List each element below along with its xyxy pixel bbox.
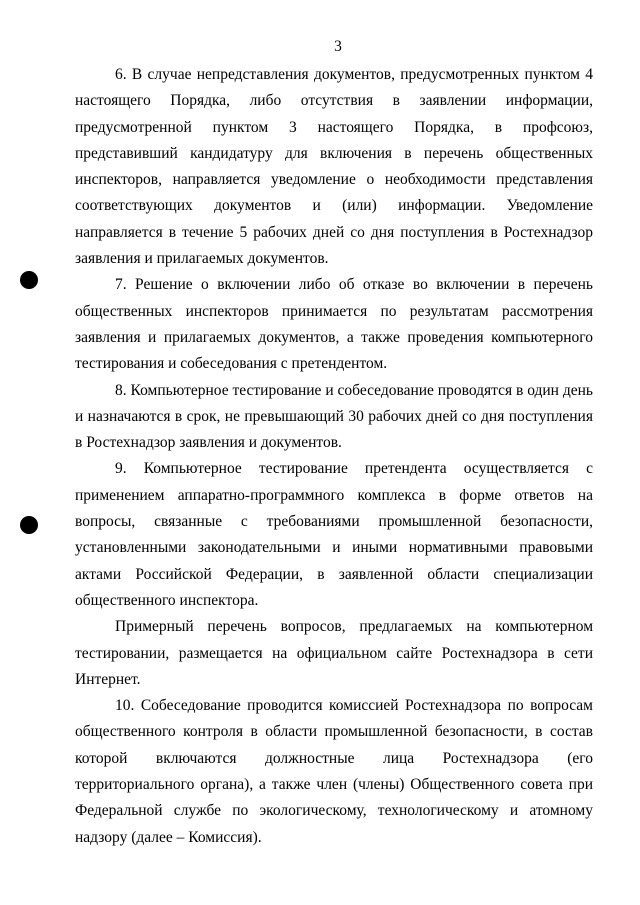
punch-hole-top	[20, 271, 38, 289]
paragraph-7: 7. Решение о включении либо об отказе во включении в перечень общественных инспекторов принимается по результатам рассмотрения заявления и прилагаемых документов, а также проведения компьютерного тестирования и собеседования с претендентом.	[75, 276, 593, 373]
document-body	[75, 62, 593, 851]
page-number: 3	[334, 38, 342, 55]
paragraph-9: 9. Компьютерное тестирование претендента осуществляется с применением аппаратно-программного комплекса в форме ответов на вопросы, связанные с требованиями промышленной безопасности, установленными законодательными и иными нормативными правовыми актами Российской Федерации, в заявленной области специализации общественного инспектора.	[75, 460, 593, 609]
paragraph-8: 8. Компьютерное тестирование и собеседование проводятся в один день и назначаются в срок, не превышающий 30 рабочих дней со дня поступления в Ростехнадзор заявления и документов.	[75, 381, 593, 452]
paragraph-6: 6. В случае непредставления документов, предусмотренных пунктом 4 настоящего Порядка, либо отсутствия в заявлении информации, предусмотренной пунктом 3 настоящего Порядка, в профсоюз, представивший кандидатуру для включения в перечень общественных инспекторов, направляется уведомление о необходимости представления соответствующих документов и (или) информации. Уведомление направляется в течение 5 рабочих дней со дня поступления в Ростехнадзор заявления и прилагаемых документов.	[75, 66, 593, 268]
paragraph-10: 10. Собеседование проводится комиссией Ростехнадзора по вопросам общественного контроля в области промышленной безопасности, в состав которой включаются должностные лица Ростехнадзора (его территориального органа), а также член (члены) Общественного совета при Федеральной службе по экологическому, технологическому и атомному надзору (далее – Комиссия).	[75, 697, 593, 846]
punch-hole-bottom	[20, 516, 38, 534]
paragraph-9-note: Примерный перечень вопросов, предлагаемых на компьютерном тестировании, размещается на официальном сайте Ростехнадзора в сети Интернет.	[75, 618, 593, 688]
